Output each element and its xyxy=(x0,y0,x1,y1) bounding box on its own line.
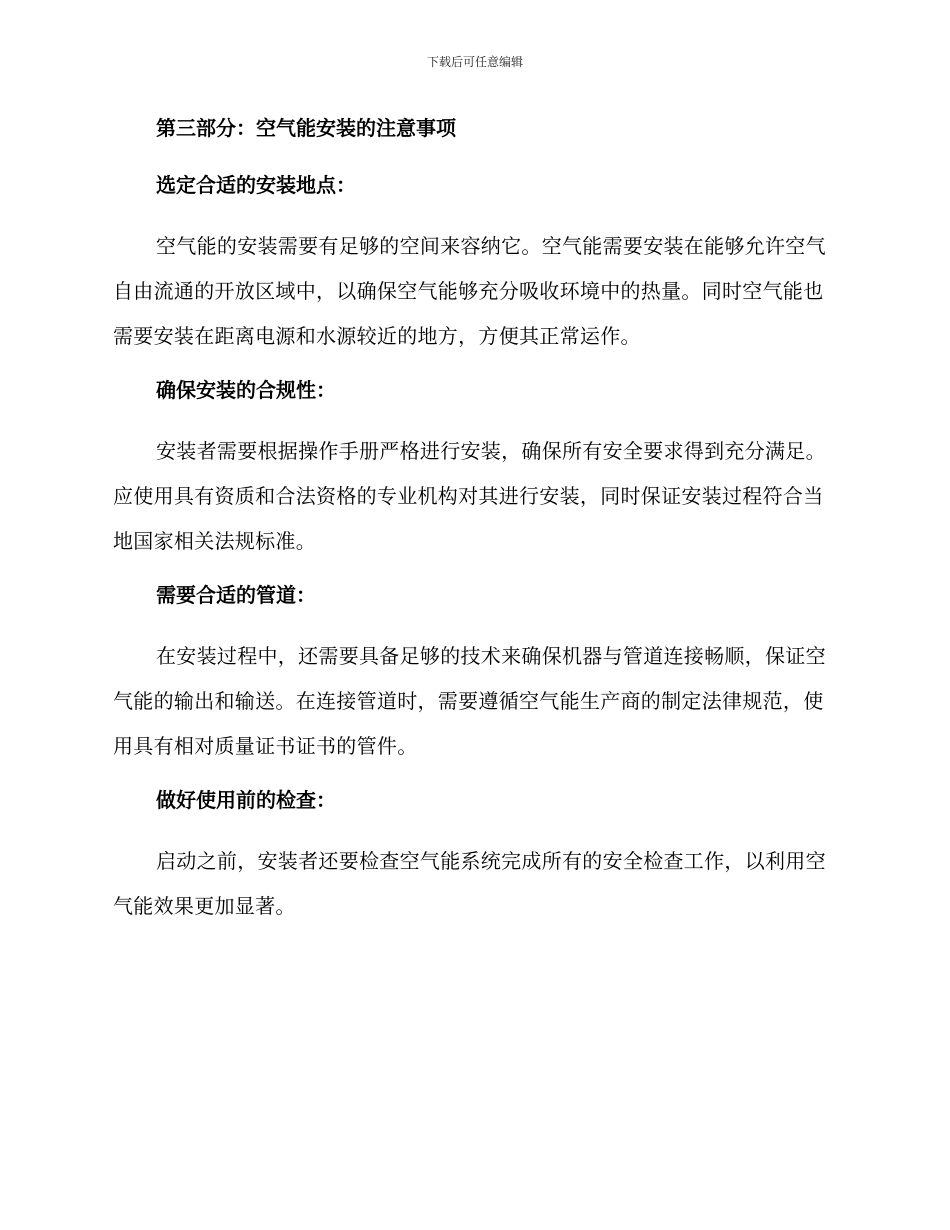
section-heading: 确保安装的合规性： xyxy=(156,378,336,402)
section-heading: 做好使用前的检查： xyxy=(156,788,336,812)
section-paragraph: 空气能的安装需要有足够的空间来容纳它。空气能需要安装在能够允许空气自由流通的开放区域中，以确保空气能够充分吸收环境中的热量。同时空气能也需要安装在距离电源和水源较近的地方，方便其正常运作。 xyxy=(113,234,826,348)
section-compliance xyxy=(113,372,833,564)
document-body xyxy=(113,110,833,942)
section-paragraph: 在安装过程中，还需要具备足够的技术来确保机器与管道连接畅顺，保证空气能的输出和输送。在连接管道时，需要遵循空气能生产商的制定法律规范，使用具有相对质量证书证书的管件。 xyxy=(113,644,826,758)
section-pre-use-check xyxy=(113,782,833,929)
page-header: 下载后可任意编辑 xyxy=(426,55,523,69)
part-title: 第三部分：空气能安装的注意事项 xyxy=(156,116,456,140)
section-pipes xyxy=(113,577,833,769)
section-paragraph: 安装者需要根据操作手册严格进行安装，确保所有安全要求得到充分满足。应使用具有资质和合法资格的专业机构对其进行安装，同时保证安装过程符合当地国家相关法规标准。 xyxy=(113,439,826,553)
section-paragraph: 启动之前，安装者还要检查空气能系统完成所有的安全检查工作，以利用空气能效果更加显著。 xyxy=(113,849,826,918)
section-heading: 需要合适的管道： xyxy=(156,583,316,607)
section-heading: 选定合适的安装地点： xyxy=(156,173,356,197)
section-installation-location xyxy=(113,167,833,359)
